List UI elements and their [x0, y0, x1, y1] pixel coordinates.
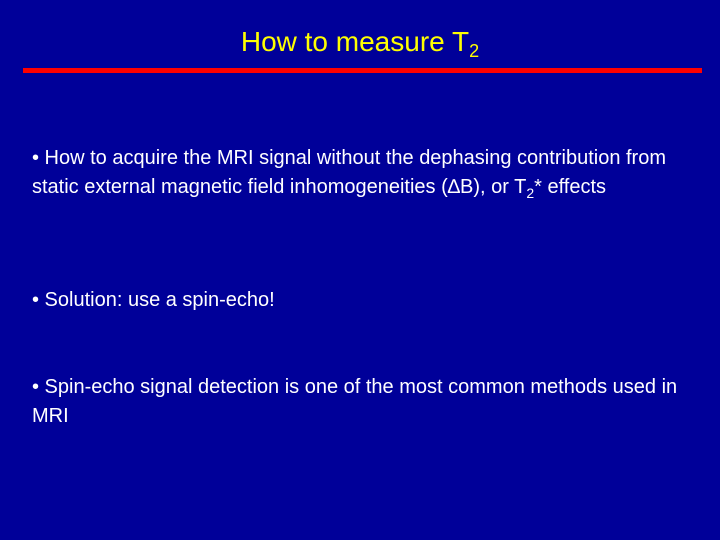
title-divider	[23, 68, 702, 73]
bullet-1-prefix: • How to acquire the MRI signal without the dephasing contribution from static external magnetic field inhomogeneities (	[32, 147, 667, 198]
slide-title-subscript: 2	[469, 41, 480, 61]
bullet-1-suffix: * effects	[534, 176, 607, 198]
slide-title	[0, 24, 720, 60]
bullet-acquire-signal	[32, 144, 702, 202]
bullet-1-subscript: 2	[526, 185, 535, 201]
bullet-solution: • Solution: use a spin-echo!	[32, 289, 275, 311]
bullet-1-mid: B), or T	[460, 176, 527, 198]
bullet-spin-echo-detection: • Spin-echo signal detection is one of the most common methods used in MRI	[32, 376, 678, 427]
slide-title-text: How to measure T	[240, 26, 470, 57]
delta-symbol: ∆	[447, 176, 461, 198]
